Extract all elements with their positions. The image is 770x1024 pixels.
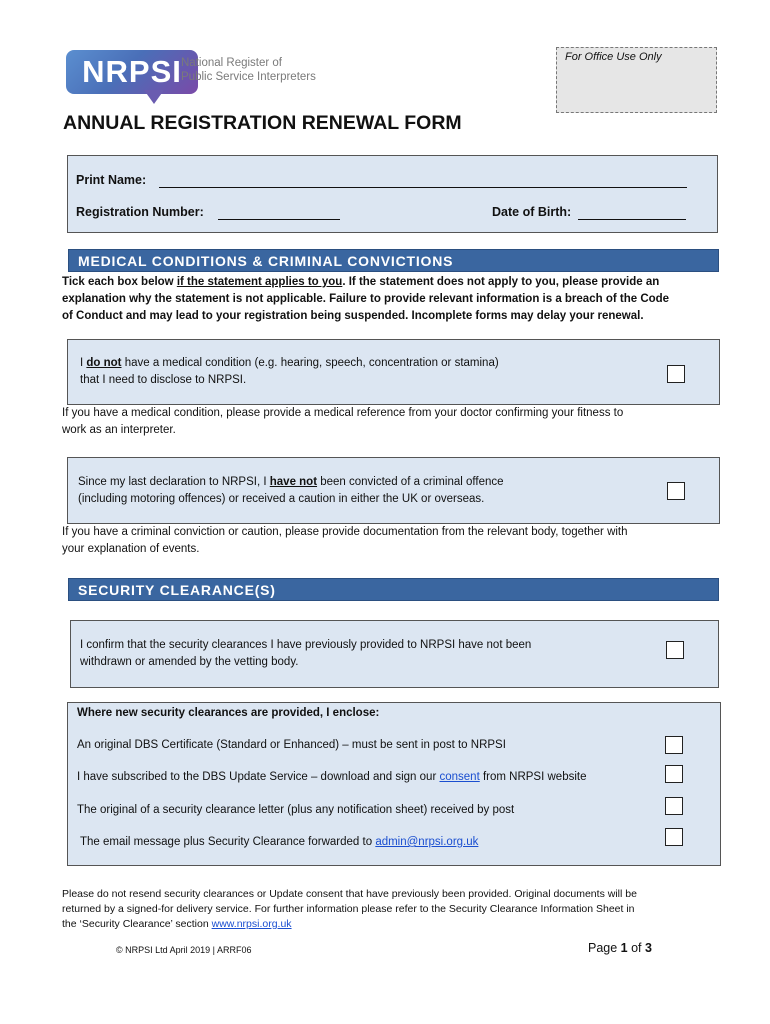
print-name-field[interactable] <box>159 187 687 188</box>
email-text-a: The email message plus Security Clearance forwarded to <box>80 836 376 848</box>
criminal-note-line1: If you have a criminal conviction or caution, please provide documentation from the relevant body, together with <box>62 526 628 538</box>
consent-link[interactable]: consent <box>439 771 480 783</box>
print-name-label: Print Name: <box>76 173 147 187</box>
dbs-certificate-checkbox[interactable] <box>665 736 683 754</box>
criminal-line2: (including motoring offences) or received a caution in either the UK or overseas. <box>78 493 485 505</box>
email-checkbox[interactable] <box>665 828 683 846</box>
criminal-note-line2: your explanation of events. <box>62 543 200 555</box>
medical-note-line1: If you have a medical condition, please provide a medical reference from your doctor confirming your fitness to <box>62 407 624 419</box>
confirm-line2: withdrawn or amended by the vetting body. <box>80 656 299 668</box>
intro-text-b: . If the statement does not apply to you, please provide an <box>342 276 660 288</box>
registration-number-label: Registration Number: <box>76 205 204 219</box>
medical-declaration-box <box>67 339 720 405</box>
clearance-letter-checkbox[interactable] <box>665 797 683 815</box>
footer-note <box>62 887 732 932</box>
logo-tagline-line1: National Register of <box>181 57 282 69</box>
office-use-label: For Office Use Only <box>565 51 662 63</box>
speech-bubble-icon <box>144 90 164 104</box>
enclosure-item-email <box>80 834 478 851</box>
medical-text-b: have a medical condition (e.g. hearing, speech, concentration or stamina) <box>121 357 499 369</box>
intro-line3: of Conduct and may lead to your registration being suspended. Incomplete forms may delay your renewal. <box>62 310 644 322</box>
page-label: Page <box>588 941 621 955</box>
intro-underlined: if the statement applies to you <box>176 276 343 288</box>
medical-line2: that I need to disclose to NRPSI. <box>80 374 247 386</box>
intro-line2: explanation why the statement is not applicable. Failure to provide relevant information is a breach of the Code <box>62 293 670 305</box>
logo-wordmark: NRPSI <box>66 50 198 94</box>
logo-tagline <box>181 56 316 84</box>
dbs-update-text-b: from NRPSI website <box>479 771 587 783</box>
page-of: of <box>627 941 645 955</box>
intro-line1 <box>62 274 732 291</box>
medical-line1 <box>80 355 499 372</box>
medical-note <box>62 405 732 439</box>
personal-details-box <box>67 155 718 233</box>
medical-do-not: do not <box>86 357 122 369</box>
nrpsi-website-link[interactable]: www.nrpsi.org.uk <box>211 918 292 930</box>
criminal-text-b: been convicted of a criminal offence <box>317 476 504 488</box>
security-confirm-statement <box>80 637 531 671</box>
footer-note-line1: Please do not resend security clearances or Update consent that have previously been provided. Original documents will be <box>62 888 637 900</box>
registration-number-field[interactable] <box>218 219 340 220</box>
dbs-update-checkbox[interactable] <box>665 765 683 783</box>
date-of-birth-label: Date of Birth: <box>492 205 572 219</box>
criminal-statement <box>78 474 504 508</box>
page-total: 3 <box>645 941 652 955</box>
medical-text-a: I <box>80 357 87 369</box>
medical-statement <box>80 355 499 389</box>
logo-tagline-line2: Public Service Interpreters <box>181 71 316 83</box>
section-header-security-clearances: SECURITY CLEARANCE(S) <box>68 578 719 601</box>
criminal-have-not: have not <box>269 476 318 488</box>
criminal-line1 <box>78 474 504 491</box>
footer-note-line2: returned by a signed-for delivery service. For further information please refer to the Security Clearance Information Sheet in <box>62 903 635 915</box>
footer-note-line3-text: the ‘Security Clearance’ section <box>62 918 212 930</box>
criminal-declaration-box <box>67 457 720 524</box>
enclosure-item-clearance-letter: The original of a security clearance letter (plus any notification sheet) received by post <box>77 804 515 816</box>
page-number <box>588 941 652 955</box>
criminal-note <box>62 524 732 558</box>
admin-email-link[interactable]: admin@nrpsi.org.uk <box>375 836 479 848</box>
criminal-checkbox[interactable] <box>667 482 685 500</box>
dbs-update-text-a: I have subscribed to the DBS Update Service – download and sign our <box>77 771 440 783</box>
copyright: © NRPSI Ltd April 2019 | ARRF06 <box>116 945 252 955</box>
section1-intro <box>62 274 732 325</box>
page-title: ANNUAL REGISTRATION RENEWAL FORM <box>63 112 462 134</box>
enclosure-item-dbs-certificate: An original DBS Certificate (Standard or Enhanced) – must be sent in post to NRPSI <box>77 739 506 751</box>
security-confirm-box <box>70 620 719 688</box>
footer-note-line3 <box>62 917 732 932</box>
medical-note-line2: work as an interpreter. <box>62 424 176 436</box>
enclosures-heading: Where new security clearances are provided, I enclose: <box>77 707 380 719</box>
medical-checkbox[interactable] <box>667 365 685 383</box>
section-header-medical-criminal: MEDICAL CONDITIONS & CRIMINAL CONVICTIONS <box>68 249 719 272</box>
confirm-line1: I confirm that the security clearances I have previously provided to NRPSI have not been <box>80 639 532 651</box>
enclosure-item-dbs-update <box>77 769 587 786</box>
office-use-box <box>556 47 717 113</box>
page-current: 1 <box>620 941 628 955</box>
security-confirm-checkbox[interactable] <box>666 641 684 659</box>
date-of-birth-field[interactable] <box>578 219 686 220</box>
criminal-text-a: Since my last declaration to NRPSI, I <box>78 476 270 488</box>
enclosures-box <box>67 702 721 866</box>
intro-text-a: Tick each box below <box>62 276 177 288</box>
